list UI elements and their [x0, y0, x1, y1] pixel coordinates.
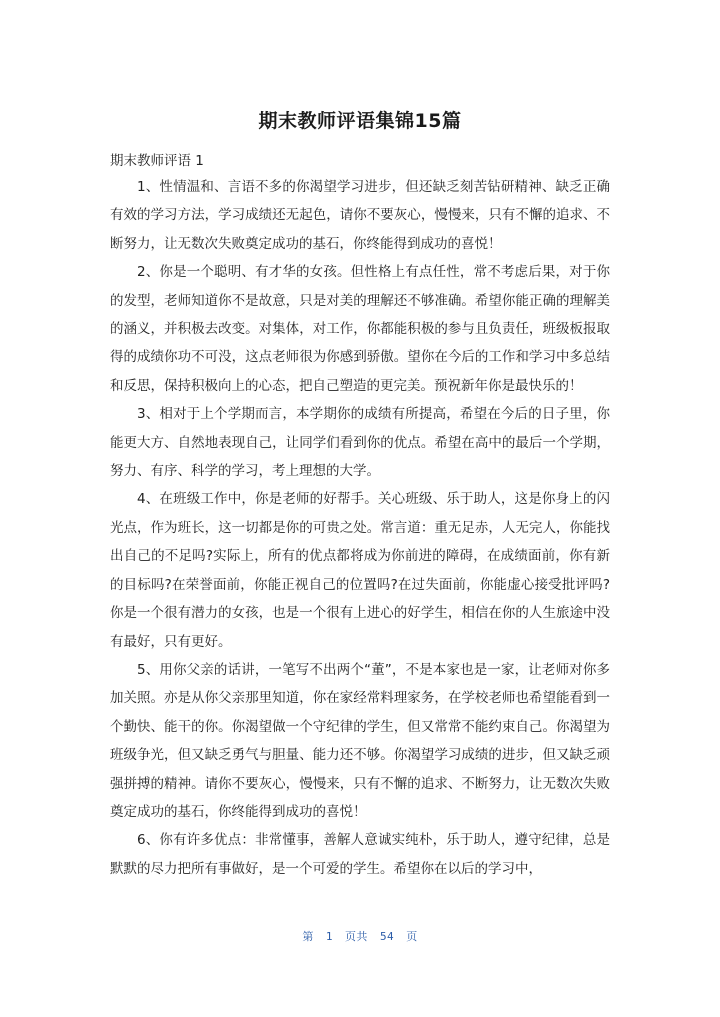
- paragraph-1: 1、性情温和、言语不多的你渴望学习进步，但还缺乏刻苦钻研精神、缺乏正确有效的学习方法，学习成绩还无起色，请你不要灰心，慢慢来，只有不懈的追求、不断努力，让无数次失败奠定成功的基石，你终能得到成功的喜悦！: [110, 179, 610, 252]
- page-footer: [0, 928, 720, 944]
- footer-page-suffix: 页: [406, 930, 418, 943]
- document-title: 期末教师评语集锦15篇: [258, 110, 462, 132]
- paragraph-4: 4、在班级工作中，你是老师的好帮手。关心班级、乐于助人，这是你身上的闪光点，作为班长，这一切都是你的可贵之处。常言道：重无足赤，人无完人，你能找出自己的不足吗?实际上，所有的优点都将成为你前进的障碍，在成绩面前，你有新的目标吗?在荣誉面前，你能正视自己的位置吗?在过失面前，你能虚心接受批评吗?你是一个很有潜力的女孩，也是一个很有上进心的好学生，相信在你的人生旅途中没有最好，只有更好。: [110, 491, 610, 650]
- paragraph-3: 3、相对于上个学期而言，本学期你的成绩有所提高，希望在今后的日子里，你能更大方、自然地表现自己，让同学们看到你的优点。希望在高中的最后一个学期，努力、有序、科学的学习，考上理想的大学。: [110, 406, 610, 480]
- footer-page-middle: 页共: [344, 930, 368, 943]
- footer-total-pages: 54: [379, 930, 395, 943]
- footer-page-number: 1: [325, 930, 333, 943]
- section-subtitle: 期末教师评语 1: [110, 153, 204, 169]
- paragraph-6: 6、你有许多优点：非常懂事，善解人意诚实纯朴，乐于助人，遵守纪律，总是默默的尽力把所有事做好，是一个可爱的学生。希望你在以后的学习中，: [110, 832, 610, 877]
- paragraph-5: 5、用你父亲的话讲，一笔写不出两个“董”，不是本家也是一家，让老师对你多加关照。亦是从你父亲那里知道，你在家经常料理家务，在学校老师也希望能看到一个勤快、能干的你。你渴望做一个守纪律的学生，但又常常不能约束自己。你渴望为班级争光，但又缺乏勇气与胆量、能力还不够。你渴望学习成绩的进步，但又缺乏顽强拼搏的精神。请你不要灰心，慢慢来，只有不懈的追求、不断努力，让无数次失败奠定成功的基石，你终能得到成功的喜悦！: [110, 661, 610, 820]
- paragraph-2: 2、你是一个聪明、有才华的女孩。但性格上有点任性，常不考虑后果，对于你的发型，老师知道你不是故意，只是对美的理解还不够准确。希望你能正确的理解美的涵义，并积极去改变。对集体，对工作，你都能积极的参与且负责任，班级板报取得的成绩你功不可没，这点老师很为你感到骄傲。望你在今后的工作和学习中多总结和反思，保持积极向上的心态，把自己塑造的更完美。预祝新年你是最快乐的！: [110, 264, 610, 394]
- footer-page-prefix: 第: [302, 930, 314, 943]
- document-body: [110, 173, 610, 883]
